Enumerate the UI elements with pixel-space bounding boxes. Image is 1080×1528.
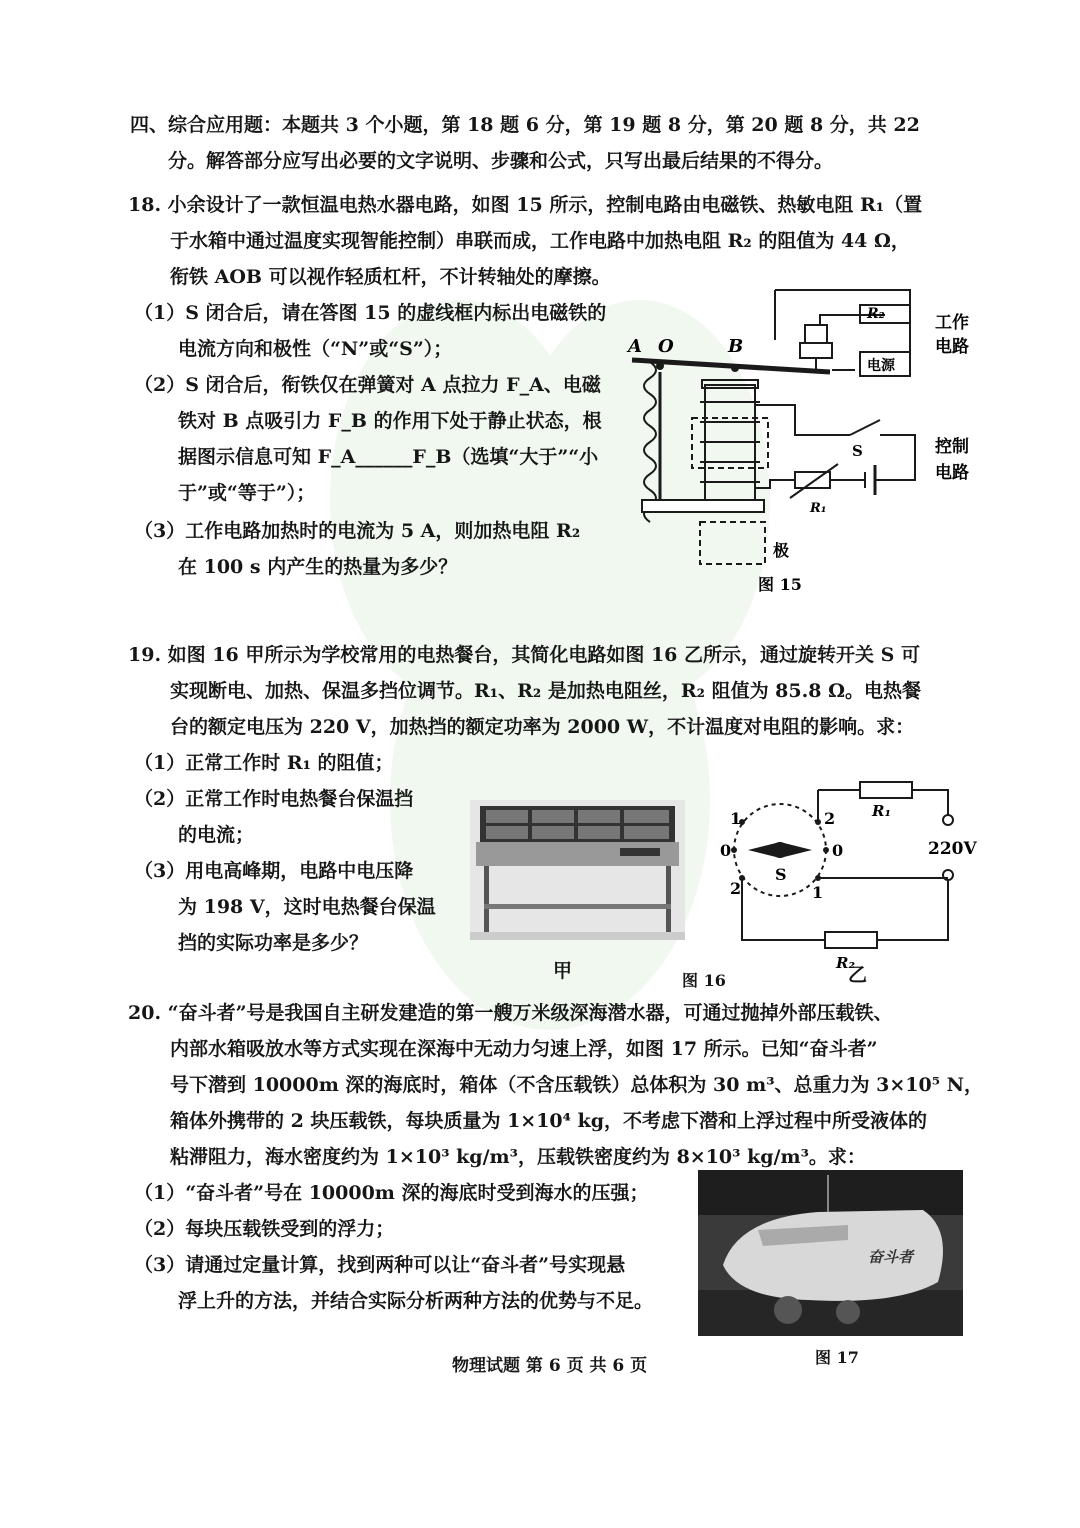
figure-15-circuit [620, 280, 980, 600]
fig16-switch-S: S [775, 865, 787, 884]
fig16-term-0b: 0 [832, 841, 844, 860]
q20-stem-3: 号下潜到 10000m 深的海底时，箱体（不含压载铁）总体积为 30 m³、总重力为 3×10⁵ N， [170, 1074, 984, 1096]
fig17-caption: 图 17 [815, 1348, 859, 1367]
section-header-line2: 分。解答部分应写出必要的文字说明、步骤和公式，只写出最后结果的不得分。 [168, 150, 834, 172]
fig15-work-line2: 电路 [935, 337, 969, 357]
fig16-label-jia: 甲 [553, 960, 573, 982]
fig15-work-line1: 工作 [935, 313, 969, 333]
fig15-control-line1: 控制 [935, 437, 969, 457]
q20-stem-2: 内部水箱吸放水等方式实现在深海中无动力匀速上浮，如图 17 所示。已知“奋斗者” [170, 1038, 878, 1060]
q20-part2: （2）每块压载铁受到的浮力； [134, 1218, 395, 1240]
q20-stem-5: 粘滞阻力，海水密度约为 1×10³ kg/m³，压载铁密度约为 8×10³ kg/m³。求： [170, 1146, 866, 1168]
q20-part1: （1）“奋斗者”号在 10000m 深的海底时受到海水的压强； [134, 1182, 649, 1204]
q18-part1-line2: 电流方向和极性（“N”或“S”）； [178, 338, 453, 360]
fig15-control-line2: 电路 [935, 463, 969, 483]
q18-stem-1: 18. 小余设计了一款恒温电热水器电路，如图 15 所示，控制电路由电磁铁、热敏电阻 R₁（置 [128, 194, 923, 216]
q19-stem-3: 台的额定电压为 220 V，加热挡的额定功率为 2000 W，不计温度对电阻的影响。求： [170, 716, 915, 738]
fig15-label-R2: R₂ [867, 306, 885, 322]
q20-stem-1: 20. “奋斗者”号是我国自主研发建造的第一艘万米级深海潜水器，可通过抛掉外部压载铁、 [128, 1002, 893, 1024]
fig16-photo-food-warmer [470, 800, 685, 940]
q18-part1-line1: （1）S 闭合后，请在答图 15 的虚线框内标出电磁铁的 [134, 302, 607, 324]
fig16-caption: 图 16 [682, 971, 726, 990]
fig16-term-2a: 2 [824, 809, 836, 828]
q18-part2-line1: （2）S 闭合后，衔铁仅在弹簧对 A 点拉力 F_A、电磁 [134, 374, 601, 396]
q18-part3-line1: （3）工作电路加热时的电流为 5 A，则加热电阻 R₂ [134, 520, 581, 542]
q20-part3-line1: （3）请通过定量计算，找到两种可以让“奋斗者”号实现悬 [134, 1254, 626, 1276]
q20-part3-line2: 浮上升的方法，并结合实际分析两种方法的优势与不足。 [178, 1290, 654, 1312]
page-footer: 物理试题 第 6 页 共 6 页 [452, 1356, 648, 1376]
fig15-label-pole: 极 [773, 541, 790, 560]
q19-part3-line3: 挡的实际功率是多少？ [178, 932, 369, 954]
fig15-label-R1: R₁ [810, 501, 827, 516]
q19-part3-line1: （3）用电高峰期，电路中电压降 [134, 860, 414, 882]
fig15-label-A: A [628, 336, 642, 357]
fig16-term-1b: 1 [812, 883, 824, 902]
q18-part2-line2: 铁对 B 点吸引力 F_B 的作用下处于静止状态，根 [178, 410, 602, 432]
q18-part2-line3: 据图示信息可知 F_A______F_B（选填“大于”“小 [178, 446, 599, 468]
fig16-term-1a: 1 [730, 809, 742, 828]
fig17-hull-text: 奋斗者 [868, 1248, 914, 1266]
q19-part2-line1: （2）正常工作时电热餐台保温挡 [134, 788, 414, 810]
fig15-label-O: O [658, 336, 674, 357]
q19-part1: （1）正常工作时 R₁ 的阻值； [134, 752, 394, 774]
fig17-photo-submersible [698, 1170, 963, 1336]
q19-stem-2: 实现断电、加热、保温多挡位调节。R₁、R₂ 是加热电阻丝，R₂ 阻值为 85.8 Ω。电热餐 [170, 680, 921, 702]
fig16-label-R2: R₂ [836, 954, 856, 972]
fig16-label-R1: R₁ [872, 802, 892, 820]
fig15-label-S: S [852, 442, 863, 460]
fig16-term-0a: 0 [720, 841, 732, 860]
q19-part2-line2: 的电流； [178, 824, 255, 846]
fig16-label-220V: 220V [928, 839, 977, 859]
figure-16-circuit [720, 770, 980, 980]
q18-stem-2: 于水箱中通过温度实现智能控制）串联而成，工作电路中加热电阻 R₂ 的阻值为 44 Ω， [170, 230, 910, 252]
q19-stem-1: 19. 如图 16 甲所示为学校常用的电热餐台，其简化电路如图 16 乙所示，通过旋转开关 S 可 [128, 644, 920, 666]
section-header-line1: 四、综合应用题：本题共 3 个小题，第 18 题 6 分，第 19 题 8 分，第 20 题 8 分，共 22 [130, 114, 920, 136]
q18-part2-line4: 于”或“等于”）； [178, 482, 316, 504]
fig16-term-2b: 2 [730, 879, 742, 898]
fig15-label-B: B [728, 336, 744, 357]
fig15-label-power: 电源 [867, 358, 895, 374]
fig16-label-yi: 乙 [848, 964, 868, 986]
q18-stem-3: 衔铁 AOB 可以视作轻质杠杆，不计转轴处的摩擦。 [170, 266, 611, 288]
fig15-caption: 图 15 [758, 575, 802, 594]
q19-part3-line2: 为 198 V，这时电热餐台保温 [178, 896, 436, 918]
q20-stem-4: 箱体外携带的 2 块压载铁，每块质量为 1×10⁴ kg，不考虑下潜和上浮过程中所受液体的 [170, 1110, 928, 1132]
q18-part3-line2: 在 100 s 内产生的热量为多少？ [178, 556, 458, 578]
